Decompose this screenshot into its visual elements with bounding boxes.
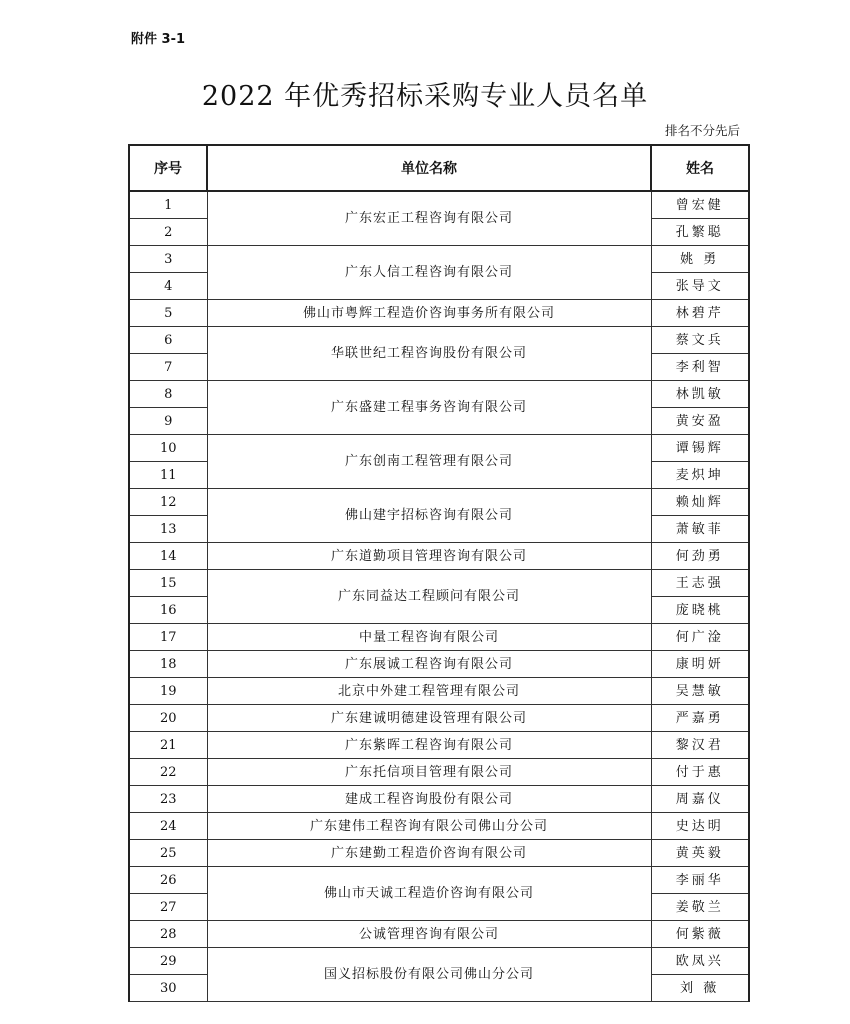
row-seq: 17 — [129, 624, 207, 651]
table-header-row — [129, 145, 749, 191]
row-unit-name: 国义招标股份有限公司佛山分公司 — [207, 948, 651, 1002]
row-seq: 24 — [129, 813, 207, 840]
row-unit-name: 广东托信项目管理有限公司 — [207, 759, 651, 786]
row-unit-name: 广东人信工程咨询有限公司 — [207, 246, 651, 300]
row-person-name: 何紫薇 — [651, 921, 749, 948]
row-person-name: 黄英毅 — [651, 840, 749, 867]
row-seq: 26 — [129, 867, 207, 894]
header-unit: 单位名称 — [207, 145, 651, 191]
row-seq: 20 — [129, 705, 207, 732]
row-person-name: 周嘉仪 — [651, 786, 749, 813]
table-row — [129, 570, 749, 597]
row-unit-name: 广东建勤工程造价咨询有限公司 — [207, 840, 651, 867]
table-row — [129, 948, 749, 975]
row-person-name: 谭锡辉 — [651, 435, 749, 462]
row-person-name: 史达明 — [651, 813, 749, 840]
table-row — [129, 327, 749, 354]
row-person-name: 李利智 — [651, 354, 749, 381]
row-unit-name: 北京中外建工程管理有限公司 — [207, 678, 651, 705]
row-unit-name: 广东宏正工程咨询有限公司 — [207, 191, 651, 246]
row-person-name: 林凯敏 — [651, 381, 749, 408]
table-row — [129, 624, 749, 651]
row-person-name: 张导文 — [651, 273, 749, 300]
table-row — [129, 786, 749, 813]
table-row — [129, 300, 749, 327]
row-unit-name: 广东建诚明德建设管理有限公司 — [207, 705, 651, 732]
row-seq: 11 — [129, 462, 207, 489]
row-seq: 10 — [129, 435, 207, 462]
table-row — [129, 705, 749, 732]
table-row — [129, 381, 749, 408]
row-seq: 3 — [129, 246, 207, 273]
row-person-name: 黎汉君 — [651, 732, 749, 759]
header-seq: 序号 — [129, 145, 207, 191]
row-seq: 12 — [129, 489, 207, 516]
row-person-name: 曾宏健 — [651, 191, 749, 219]
row-unit-name: 广东建伟工程咨询有限公司佛山分公司 — [207, 813, 651, 840]
row-unit-name: 华联世纪工程咨询股份有限公司 — [207, 327, 651, 381]
row-seq: 25 — [129, 840, 207, 867]
table-body — [129, 191, 749, 1002]
table-row — [129, 678, 749, 705]
row-unit-name: 公诚管理咨询有限公司 — [207, 921, 651, 948]
table-row — [129, 867, 749, 894]
table-row — [129, 759, 749, 786]
row-person-name: 姚 勇 — [651, 246, 749, 273]
row-person-name: 赖灿辉 — [651, 489, 749, 516]
row-unit-name: 广东紫晖工程咨询有限公司 — [207, 732, 651, 759]
row-seq: 9 — [129, 408, 207, 435]
row-person-name: 欧凤兴 — [651, 948, 749, 975]
page-title: 2022 年优秀招标采购专业人员名单 — [201, 81, 649, 112]
row-seq: 2 — [129, 219, 207, 246]
row-seq: 5 — [129, 300, 207, 327]
row-person-name: 严嘉勇 — [651, 705, 749, 732]
row-seq: 6 — [129, 327, 207, 354]
personnel-table — [128, 144, 750, 1002]
row-seq: 29 — [129, 948, 207, 975]
row-unit-name: 广东盛建工程事务咨询有限公司 — [207, 381, 651, 435]
row-person-name: 何广淦 — [651, 624, 749, 651]
row-person-name: 孔繁聪 — [651, 219, 749, 246]
row-person-name: 林碧芹 — [651, 300, 749, 327]
row-unit-name: 中量工程咨询有限公司 — [207, 624, 651, 651]
row-seq: 14 — [129, 543, 207, 570]
row-unit-name: 广东展诚工程咨询有限公司 — [207, 651, 651, 678]
row-unit-name: 广东创南工程管理有限公司 — [207, 435, 651, 489]
table-row — [129, 191, 749, 219]
row-seq: 4 — [129, 273, 207, 300]
row-seq: 16 — [129, 597, 207, 624]
row-unit-name: 佛山市粤辉工程造价咨询事务所有限公司 — [207, 300, 651, 327]
row-seq: 21 — [129, 732, 207, 759]
row-unit-name: 建成工程咨询股份有限公司 — [207, 786, 651, 813]
row-seq: 8 — [129, 381, 207, 408]
table-row — [129, 246, 749, 273]
row-unit-name: 佛山市天诚工程造价咨询有限公司 — [207, 867, 651, 921]
row-person-name: 庞晓桃 — [651, 597, 749, 624]
row-person-name: 萧敏菲 — [651, 516, 749, 543]
table-row — [129, 921, 749, 948]
header-name: 姓名 — [651, 145, 749, 191]
row-person-name: 刘 薇 — [651, 975, 749, 1002]
table-row — [129, 435, 749, 462]
row-seq: 28 — [129, 921, 207, 948]
table-row — [129, 732, 749, 759]
row-person-name: 何劲勇 — [651, 543, 749, 570]
row-person-name: 蔡文兵 — [651, 327, 749, 354]
row-person-name: 姜敬兰 — [651, 894, 749, 921]
table-row — [129, 651, 749, 678]
row-person-name: 王志强 — [651, 570, 749, 597]
row-seq: 23 — [129, 786, 207, 813]
row-seq: 15 — [129, 570, 207, 597]
row-person-name: 黄安盈 — [651, 408, 749, 435]
row-seq: 18 — [129, 651, 207, 678]
row-unit-name: 佛山建宇招标咨询有限公司 — [207, 489, 651, 543]
attachment-label: 附件 3-1 — [131, 32, 186, 47]
table-row — [129, 489, 749, 516]
table-row — [129, 543, 749, 570]
row-person-name: 吴慧敏 — [651, 678, 749, 705]
ranking-note: 排名不分先后 — [664, 123, 740, 138]
row-person-name: 康明妍 — [651, 651, 749, 678]
row-seq: 30 — [129, 975, 207, 1002]
table-row — [129, 813, 749, 840]
row-seq: 7 — [129, 354, 207, 381]
row-seq: 13 — [129, 516, 207, 543]
row-person-name: 麦炽坤 — [651, 462, 749, 489]
row-seq: 22 — [129, 759, 207, 786]
row-person-name: 李丽华 — [651, 867, 749, 894]
table-row — [129, 840, 749, 867]
row-person-name: 付于惠 — [651, 759, 749, 786]
row-unit-name: 广东同益达工程顾问有限公司 — [207, 570, 651, 624]
row-unit-name: 广东道勤项目管理咨询有限公司 — [207, 543, 651, 570]
row-seq: 27 — [129, 894, 207, 921]
row-seq: 19 — [129, 678, 207, 705]
row-seq: 1 — [129, 191, 207, 219]
